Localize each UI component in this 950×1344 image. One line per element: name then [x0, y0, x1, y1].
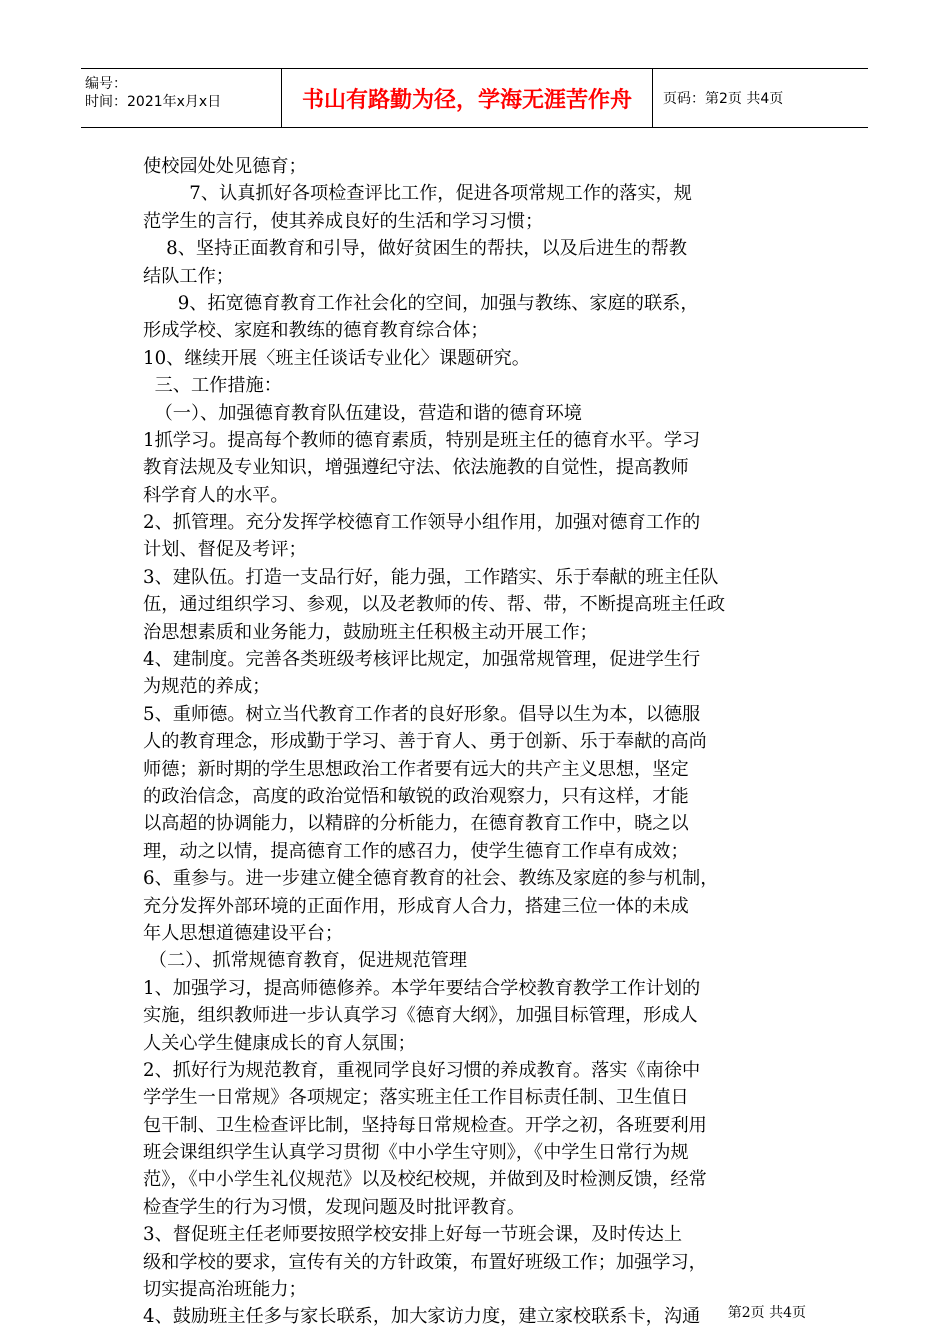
text-line: 治思想素质和业务能力，鼓励班主任积极主动开展工作； — [143, 621, 598, 643]
text-line: 师德；新时期的学生思想政治工作者要有远大的共产主义思想，坚定 — [143, 758, 689, 780]
text-line: 计划、督促及考评； — [143, 539, 307, 561]
text-line: 3、督促班主任老师要按照学校安排上好每一节班会课，及时传达上 — [143, 1224, 683, 1246]
text-line: （二）、抓常规德育教育，促进规范管理 — [143, 950, 468, 972]
text-line: 实施，组织教师进一步认真学习《德育大纲》，加强目标管理，形成人 — [143, 1005, 698, 1027]
text-line: 人关心学生健康成长的育人氛围； — [143, 1032, 416, 1054]
text-line: 学学生一日常规》各项规定；落实班主任工作目标责任制、卫生值日 — [143, 1087, 689, 1109]
text-line: 级和学校的要求，宣传有关的方针政策，布置好班级工作；加强学习， — [143, 1251, 707, 1273]
text-line: 2、抓好行为规范教育，重视同学良好习惯的养成教育。落实《南徐中 — [143, 1059, 701, 1081]
document-body — [143, 153, 808, 1331]
text-line: 形成学校、家庭和教练的德育教育综合体； — [143, 320, 489, 342]
text-line: 范学生的言行，使其养成良好的生活和学习习惯； — [143, 210, 544, 232]
text-line: 2、抓管理。充分发挥学校德育工作领导小组作用，加强对德育工作的 — [143, 512, 701, 534]
text-line: 的政治信念，高度的政治觉悟和敏锐的政治观察力，只有这样，才能 — [143, 785, 689, 807]
text-line: 充分发挥外部环境的正面作用，形成育人合力，搭建三位一体的未成 — [143, 895, 689, 917]
time-label: 时间：2021年x月x日 — [85, 94, 222, 110]
text-line: 班会课组织学生认真学习贯彻《中小学生守则》，《中学生日常行为规 — [143, 1142, 689, 1164]
text-line: 结队工作； — [143, 265, 234, 287]
text-line: 以高超的协调能力，以精辟的分析能力，在德育教育工作中，晓之以 — [143, 813, 689, 835]
text-line: 4、鼓励班主任多与家长联系，加大家访力度，建立家校联系卡，沟通 — [143, 1306, 701, 1328]
text-line: 10、继续开展〈班主任谈话专业化〉课题研究。 — [143, 347, 530, 369]
text-line: 切实提高治班能力； — [143, 1279, 307, 1301]
text-line: 3、建队伍。打造一支品行好，能力强，工作踏实、乐于奉献的班主任队 — [143, 566, 719, 588]
page-header — [81, 68, 868, 128]
text-line: 年人思想道德建设平台； — [143, 922, 344, 944]
text-line: 6、重参与。进一步建立健全德育教育的社会、教练及家庭的参与机制， — [143, 868, 719, 890]
text-line: 教育法规及专业知识，增强遵纪守法、依法施教的自觉性，提高教师 — [143, 457, 689, 479]
text-line: 包干制、卫生检查评比制，坚持每日常规检查。开学之初，各班要利用 — [143, 1114, 707, 1136]
text-line: 5、重师德。树立当代教育工作者的良好形象。倡导以生为本，以德服 — [143, 703, 701, 725]
page-footer: 第2页 共4页 — [727, 1305, 806, 1321]
text-line: 范》，《中小学生礼仪规范》以及校纪校规，并做到及时检测反馈，经常 — [143, 1169, 707, 1191]
number-label: 编号： — [85, 76, 127, 92]
text-line: 1抓学习。提高每个教师的德育素质，特别是班主任的德育水平。学习 — [143, 429, 701, 451]
text-line: 使校园处处见德育； — [143, 156, 307, 177]
text-line: 人的教育理念，形成勤于学习、善于育人、勇于创新、乐于奉献的高尚 — [143, 731, 707, 753]
text-line: 8、坚持正面教育和引导，做好贫困生的帮扶，以及后进生的帮教 — [143, 238, 687, 260]
text-line: 科学育人的水平。 — [143, 484, 289, 506]
header-motto: 书山有路勤为径，学海无涯苦作舟 — [282, 69, 653, 127]
text-line: 1、加强学习，提高师德修养。本学年要结合学校教育教学工作计划的 — [143, 977, 701, 999]
text-line: 三、工作措施： — [143, 375, 282, 397]
header-meta — [81, 69, 282, 127]
text-line: 理，动之以情，提高德育工作的感召力，使学生德育工作卓有成效； — [143, 840, 689, 862]
text-line: 7、认真抓好各项检查评比工作，促进各项常规工作的落实，规 — [143, 183, 692, 205]
text-line: 伍，通过组织学习、参观，以及老教师的传、帮、带，不断提高班主任政 — [143, 594, 726, 616]
text-line: 为规范的养成； — [143, 676, 271, 698]
header-page-code: 页码：第2页 共4页 — [663, 91, 784, 107]
text-line: 9、拓宽德育教育工作社会化的空间，加强与教练、家庭的联系， — [143, 292, 699, 314]
text-line: 4、建制度。完善各类班级考核评比规定，加强常规管理，促进学生行 — [143, 649, 701, 671]
text-line: 检查学生的行为习惯，发现问题及时批评教育。 — [143, 1196, 525, 1218]
text-line: （一）、加强德育教育队伍建设，营造和谐的德育环境 — [143, 402, 582, 424]
